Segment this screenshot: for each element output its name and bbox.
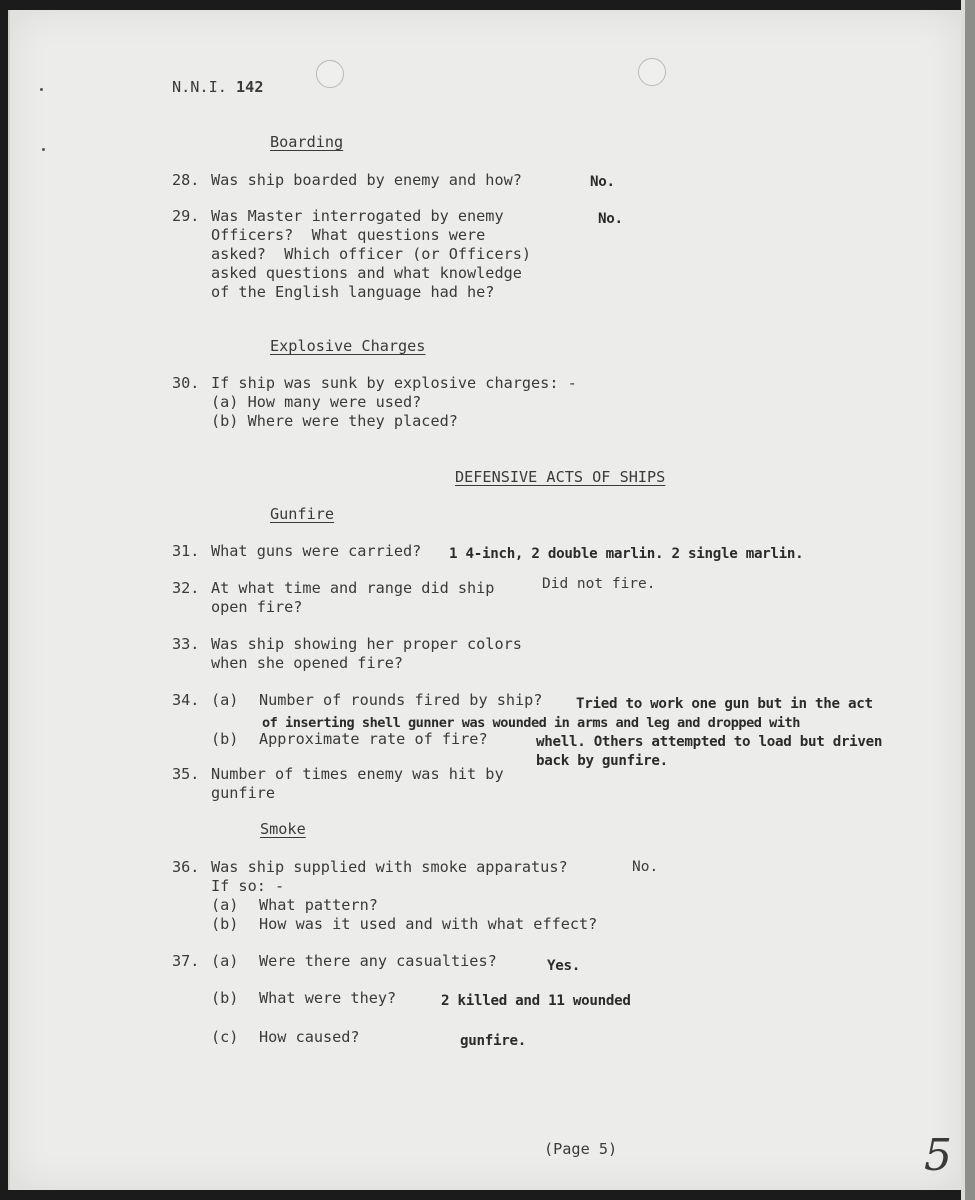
q30-number: 30. — [172, 374, 200, 392]
q34-answer-line: of inserting shell gunner was wounded in arms and leg and dropped with — [262, 715, 800, 731]
q37-c-answer: gunfire. — [460, 1033, 526, 1049]
q32-line1: At what time and range did ship — [211, 579, 495, 597]
q29-line: Was Master interrogated by enemy — [211, 207, 504, 225]
q36-b-label: (b) — [211, 915, 239, 933]
q34-answer-line: back by gunfire. — [536, 753, 668, 769]
q29-line: asked? Which officer (or Officers) — [211, 245, 532, 263]
q36-number: 36. — [172, 858, 200, 876]
q36-answer: No. — [632, 859, 659, 875]
q28-text: Was ship boarded by enemy and how? — [211, 171, 522, 189]
q32-answer: Did not fire. — [542, 576, 656, 592]
q29-line: of the English language had he? — [211, 283, 495, 301]
section-smoke: Smoke — [260, 820, 306, 838]
q29-answer: No. — [598, 211, 623, 227]
q33-line1: Was ship showing her proper colors — [211, 635, 522, 653]
q29-line: Officers? What questions were — [211, 226, 486, 244]
q33-line2: when she opened fire? — [211, 654, 404, 672]
q30-b: (b) Where were they placed? — [211, 412, 458, 430]
punch-hole — [638, 58, 666, 86]
q28-number: 28. — [172, 171, 200, 189]
q37-a-label: (a) — [211, 952, 239, 970]
q34-answer-line: Tried to work one gun but in the act — [576, 696, 873, 712]
q31-number: 31. — [172, 542, 200, 560]
section-defensive-acts: DEFENSIVE ACTS OF SHIPS — [455, 468, 666, 486]
q36-text: Was ship supplied with smoke apparatus? — [211, 858, 568, 876]
section-explosive-charges: Explosive Charges — [270, 337, 426, 355]
q36-a-label: (a) — [211, 896, 239, 914]
handwritten-page-number: 5 — [924, 1130, 952, 1181]
q37-c-label: (c) — [211, 1028, 239, 1046]
q30-text: If ship was sunk by explosive charges: - — [211, 374, 577, 392]
q34-answer-line: whell. Others attempted to load but driven — [536, 734, 883, 750]
q34-number: 34. — [172, 691, 200, 709]
speck — [40, 88, 43, 91]
section-boarding: Boarding — [270, 133, 344, 151]
q37-b-text: What were they? — [259, 989, 397, 1007]
q32-number: 32. — [172, 579, 200, 597]
page-number: (Page 5) — [544, 1140, 618, 1158]
q34-a-label: (a) — [211, 691, 239, 709]
punch-hole — [316, 60, 344, 88]
q28-answer: No. — [590, 174, 615, 190]
q36-b-text: How was it used and with what effect? — [259, 915, 598, 933]
q30-a: (a) How many were used? — [211, 393, 422, 411]
q37-b-label: (b) — [211, 989, 239, 1007]
q33-number: 33. — [172, 635, 200, 653]
q37-number: 37. — [172, 952, 200, 970]
q29-number: 29. — [172, 207, 200, 225]
page-edge-shadow — [965, 0, 975, 1200]
q34-b-label: (b) — [211, 730, 239, 748]
q35-line1: Number of times enemy was hit by — [211, 765, 504, 783]
q31-text: What guns were carried? — [211, 542, 422, 560]
document-ref: N.N.I. 142 — [172, 78, 264, 96]
q34-b-text: Approximate rate of fire? — [259, 730, 488, 748]
q35-number: 35. — [172, 765, 200, 783]
q37-c-text: How caused? — [259, 1028, 360, 1046]
q37-a-answer: Yes. — [547, 958, 580, 974]
q32-line2: open fire? — [211, 598, 303, 616]
q36-ifso: If so: - — [211, 877, 285, 895]
q37-a-text: Were there any casualties? — [259, 952, 497, 970]
section-gunfire: Gunfire — [270, 505, 335, 523]
q31-answer: 1 4-inch, 2 double marlin. 2 single marlin. — [449, 546, 804, 562]
speck — [42, 148, 45, 151]
q35-line2: gunfire — [211, 784, 276, 802]
q36-a-text: What pattern? — [259, 896, 378, 914]
q37-b-answer: 2 killed and 11 wounded — [441, 993, 631, 1009]
q34-a-text: Number of rounds fired by ship? — [259, 691, 543, 709]
q29-line: asked questions and what knowledge — [211, 264, 522, 282]
